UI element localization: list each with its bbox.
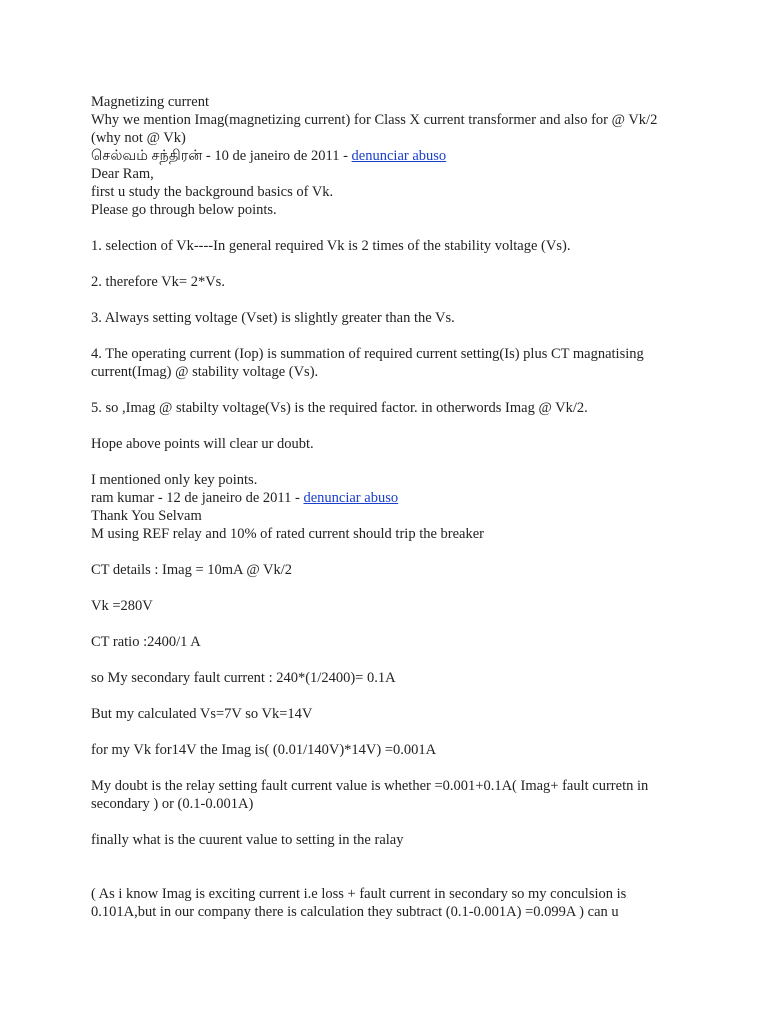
reply-ct-details: CT details : Imag = 10mA @ Vk/2	[91, 562, 293, 578]
reply-doubt: My doubt is the relay setting fault current value is whether =0.001+0.1A( Imag+ fault curretn in secondary ) or (0.1-0.001A)	[91, 778, 652, 812]
document	[91, 93, 671, 921]
reply-greeting: Dear Ram,	[91, 166, 154, 182]
reply-vk: Vk =280V	[91, 598, 153, 614]
post-author-date: ram kumar - 12 de janeiro de 2011 -	[91, 490, 304, 506]
reply-imag: for my Vk for14V the Imag is( (0.01/140V)*14V) =0.001A	[91, 742, 437, 758]
reply-line: first u study the background basics of Vk.	[91, 184, 334, 200]
reply-point-1: 1. selection of Vk----In general required Vk is 2 times of the stability voltage (Vs).	[91, 238, 571, 254]
post-meta	[91, 147, 671, 165]
reply-calculation: But my calculated Vs=7V so Vk=14V	[91, 706, 313, 722]
reply-hope: Hope above points will clear ur doubt.	[91, 436, 314, 452]
reply-fault-current: so My secondary fault current : 240*(1/2400)= 0.1A	[91, 670, 396, 686]
reply-finally: finally what is the cuurent value to setting in the ralay	[91, 832, 404, 848]
reply-key-points: I mentioned only key points.	[91, 472, 258, 488]
reply-point-4: 4. The operating current (Iop) is summation of required current setting(Is) plus CT magnatising current(Imag) @ stability voltage (Vs).	[91, 346, 648, 380]
reply-conclusion: ( As i know Imag is exciting current i.e loss + fault current in secondary so my conculsion is 0.101A,but in our company there is calculation they subtract (0.1-0.001A) =0.099A ) can u	[91, 886, 630, 920]
post-author-date: செல்வம் சந்திரன் - 10 de janeiro de 2011 -	[91, 148, 352, 164]
reply-point-5: 5. so ,Imag @ stabilty voltage(Vs) is the required factor. in otherwords Imag @ Vk/2.	[91, 400, 588, 416]
reply-line: Please go through below points.	[91, 202, 277, 218]
post-meta	[91, 489, 671, 507]
reply-line: Thank You Selvam	[91, 508, 202, 524]
post-question: Why we mention Imag(magnetizing current) for Class X current transformer and also for @ Vk/2 (why not @ Vk)	[91, 112, 661, 146]
reply-ct-ratio: CT ratio :2400/1 A	[91, 634, 201, 650]
post-title: Magnetizing current	[91, 94, 209, 110]
reply-point-2: 2. therefore Vk= 2*Vs.	[91, 274, 225, 290]
reply-line: M using REF relay and 10% of rated current should trip the breaker	[91, 526, 485, 542]
report-abuse-link[interactable]: denunciar abuso	[303, 490, 399, 506]
reply-point-3: 3. Always setting voltage (Vset) is slightly greater than the Vs.	[91, 310, 455, 326]
report-abuse-link[interactable]: denunciar abuso	[351, 148, 447, 164]
